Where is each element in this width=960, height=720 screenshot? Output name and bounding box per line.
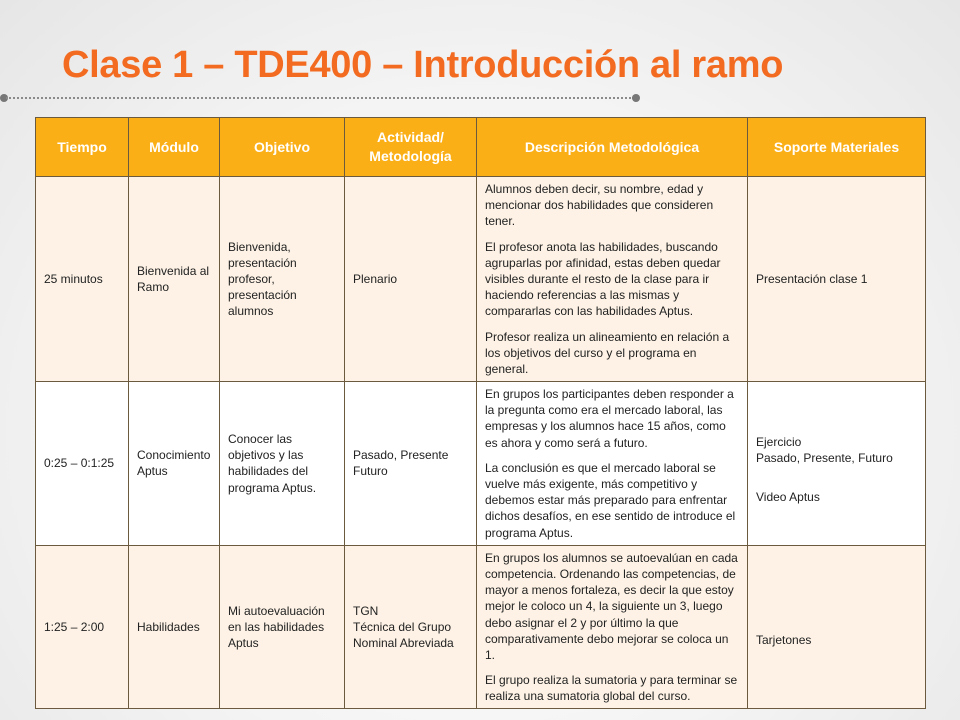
header-actividad: Actividad/ Metodología [345, 118, 477, 177]
class-plan-table [35, 117, 926, 709]
soporte-item: Pasado, Presente, Futuro [756, 451, 893, 466]
page-title: Clase 1 – TDE400 – Introducción al ramo [62, 44, 784, 86]
cell-modulo: Habilidades [129, 545, 220, 709]
soporte-item: Tarjetones [756, 633, 812, 647]
soporte-item: Ejercicio [756, 435, 802, 450]
soporte-item: Video Aptus [756, 489, 820, 504]
cell-actividad: Plenario [345, 177, 477, 382]
divider-right-dot [632, 94, 640, 102]
cell-modulo: Conocimiento Aptus [129, 382, 220, 546]
cell-modulo: Bienvenida al Ramo [129, 177, 220, 382]
cell-objetivo: Mi autoevaluación en las habilidades Aptus [220, 545, 345, 709]
title-dotted-divider [0, 93, 640, 103]
cell-descripcion [477, 545, 748, 709]
cell-descripcion [477, 177, 748, 382]
cell-tiempo: 1:25 – 2:00 [36, 545, 129, 709]
header-modulo: Módulo [129, 118, 220, 177]
cell-soporte [748, 177, 926, 382]
descripcion-paragraph: El grupo realiza la sumatoria y para terminar se realiza una sumatoria global del curso. [485, 673, 738, 704]
descripcion-paragraph: El profesor anota las habilidades, buscando agruparlas por afinidad, estas deben quedar visibles durante el resto de la clase para ir haciendo referencias a las mismas y compararlas con las habilidades Aptus. [485, 239, 721, 319]
table-row [36, 545, 926, 709]
descripcion-paragraph: Alumnos deben decir, su nombre, edad y mencionar dos habilidades que consideren tener. [485, 182, 714, 229]
cell-descripcion [477, 382, 748, 546]
descripcion-paragraph: En grupos los participantes deben responder a la pregunta como era el mercado laboral, las empresas y los alumnos hace 15 años, como es ahora y como será a futuro. [485, 387, 734, 450]
table-header-row [36, 118, 926, 177]
table-row [36, 382, 926, 546]
table-row [36, 177, 926, 382]
descripcion-paragraph: La conclusión es que el mercado laboral se vuelve más exigente, más competitivo y debemos estar más preparado para enfrentar dichos desafíos, en ese sentido de introduce el programa Aptus. [485, 460, 736, 540]
soporte-item: Presentación clase 1 [756, 271, 868, 286]
cell-soporte [748, 382, 926, 546]
cell-objetivo: Conocer las objetivos y las habilidades del programa Aptus. [220, 382, 345, 546]
actividad-line: TGN [353, 603, 379, 618]
cell-actividad [345, 545, 477, 709]
descripcion-paragraph: En grupos los alumnos se autoevalúan en cada competencia. Ordenando las competencias, de mayor a menos fortaleza, es decir la que estoy mejor le coloco un 4, la siguiente un 3, luego debo asignar el 2 y por último la que comparativamente debo mejorar se coloca un 1. [485, 550, 738, 662]
header-objetivo: Objetivo [220, 118, 345, 177]
descripcion-paragraph: Profesor realiza un alineamiento en relación a los objetivos del curso y el programa en general. [485, 329, 730, 376]
cell-soporte [748, 545, 926, 709]
cell-actividad: Pasado, Presente Futuro [345, 382, 477, 546]
divider-dotted-line [6, 97, 634, 99]
header-soporte: Soporte Materiales [748, 118, 926, 177]
cell-tiempo: 0:25 – 0:1:25 [36, 382, 129, 546]
actividad-line: Técnica del Grupo Nominal Abreviada [353, 620, 454, 651]
cell-tiempo: 25 minutos [36, 177, 129, 382]
header-tiempo: Tiempo [36, 118, 129, 177]
cell-objetivo: Bienvenida, presentación profesor, presentación alumnos [220, 177, 345, 382]
header-descripcion: Descripción Metodológica [477, 118, 748, 177]
